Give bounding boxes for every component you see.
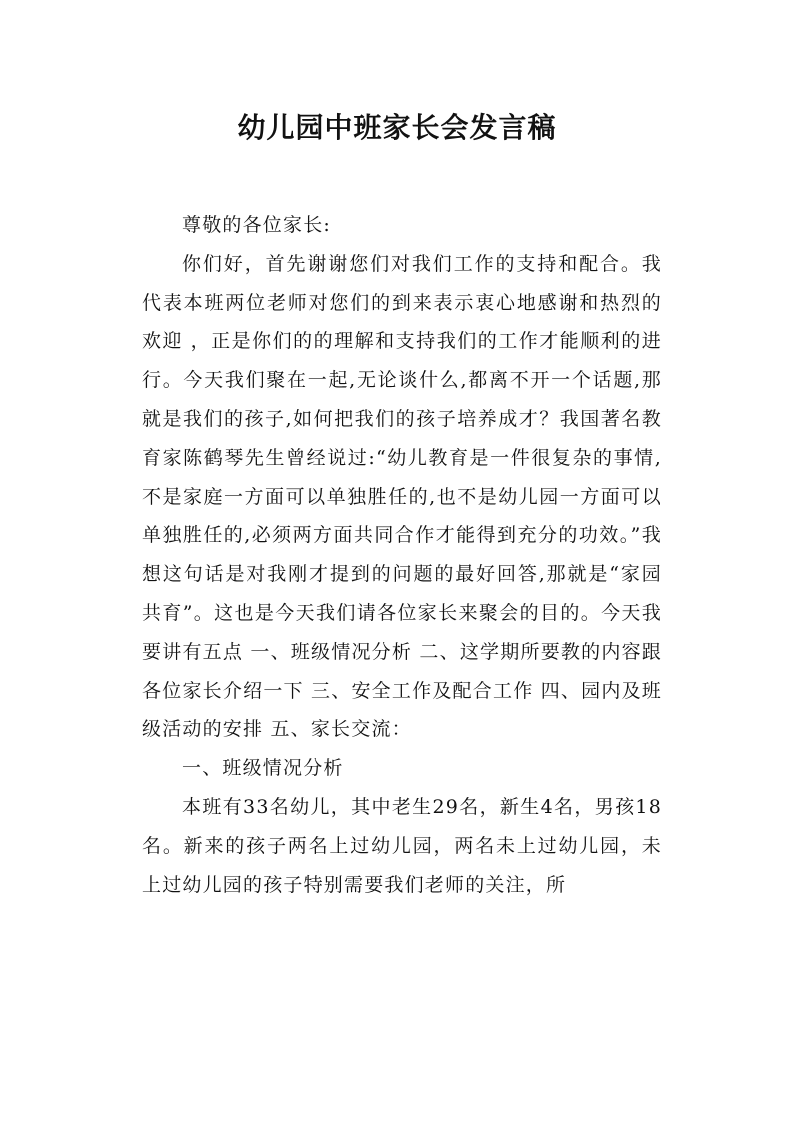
section-heading: 一、班级情况分析 [182,757,344,780]
document-body [142,206,662,904]
opening-paragraph: 你们好，首先谢谢您们对我们工作的支持和配合。我代表本班两位老师对您们的到来表示衷心地感谢和热烈的欢迎 ，正是你们的的理解和支持我们的工作才能顺利的进行。今天我们聚在一起,无论谈什么,都离不开一个话题,那就是我们的孩子,如何把我们的孩子培养成才？我国著名教育家陈鹤琴先生曾经说过:“幼儿教育是一件很复杂的事情,不是家庭一方面可以单独胜任的,也不是幼儿园一方面可以单独胜任的,必须两方面共同合作才能得到充分的功效。”我想这句话是对我刚才提到的问题的最好回答,那就是“家园共育”。这也是今天我们请各位家长来聚会的目的。今天我要讲有五点 一、班级情况分析 二、这学期所要教的内容跟各位家长介绍一下 三、安全工作及配合工作 四、园内及班级活动的安排 五、家长交流： [142,252,662,741]
document-title: 幼儿园中班家长会发言稿 [237,111,557,144]
class-info-paragraph: 本班有33名幼儿，其中老生29名，新生4名，男孩18名。新来的孩子两名上过幼儿园，两名未上过幼儿园，未上过幼儿园的孩子特别需要我们老师的关注，所 [142,795,662,896]
salutation-paragraph: 尊敬的各位家长: [182,214,332,236]
